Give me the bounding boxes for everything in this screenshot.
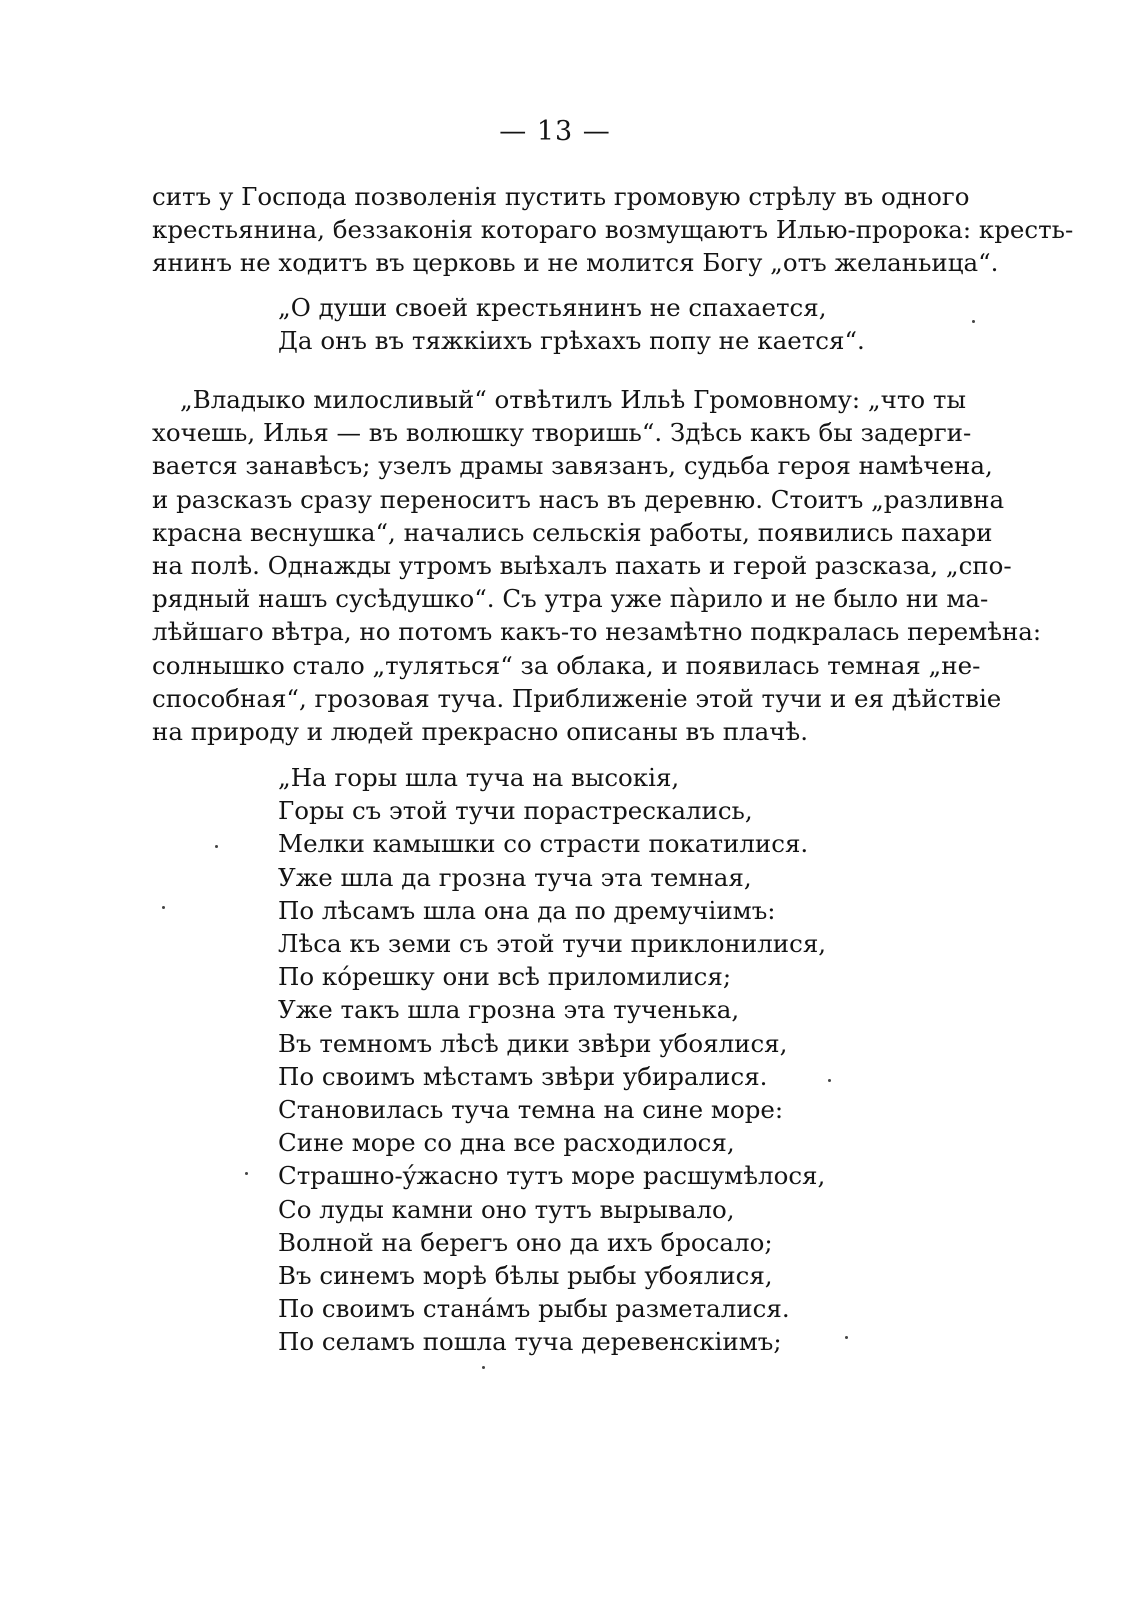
verse-quote-2 — [278, 761, 898, 1359]
scan-speck — [845, 1336, 848, 1339]
paragraph-2 — [152, 383, 1042, 748]
paragraph-line: вается занавѣсъ; узелъ драмы завязанъ, судьба героя намѣчена, — [152, 451, 993, 481]
verse-line: Да онъ въ тяжкiихъ грѣхахъ попу не кается“. — [278, 326, 865, 356]
verse-line: Въ синемъ морѣ бѣлы рыбы убоялися, — [278, 1261, 773, 1291]
scan-speck — [245, 1172, 248, 1175]
verse-line: Сине море со дна все расходилося, — [278, 1128, 735, 1158]
verse-line: Лѣса къ земи съ этой тучи приклонилися, — [278, 929, 827, 959]
verse-line: По селамъ пошла туча деревенскiимъ; — [278, 1327, 782, 1357]
paragraph-line: красна веснушка“, начались сельскія работы, появились пахари — [152, 517, 993, 547]
page-number: — 13 — — [499, 116, 611, 147]
verse-line: Страшно-ýжасно тутъ море расшумѣлося, — [278, 1161, 826, 1191]
verse-line: „О души своей крестьянинъ не спахается, — [278, 293, 827, 322]
paragraph-line: крестьянина, беззаконія котораго возмущаютъ Илью-пророка: кресть- — [152, 215, 1074, 245]
scan-speck — [215, 845, 218, 848]
scan-speck — [972, 320, 975, 323]
verse-line: По своимъ мѣстамъ звѣри убиралися. — [278, 1061, 768, 1091]
verse-line: По своимъ станáмъ рыбы разметалися. — [278, 1294, 790, 1324]
paragraph-line: и разсказъ сразу переноситъ насъ въ деревню. Стоитъ „разливна — [152, 484, 1005, 514]
paragraph-line: способная“, грозовая туча. Приближеніе этой тучи и ея дѣйствіе — [152, 683, 1002, 713]
paragraph-1 — [152, 180, 1074, 280]
verse-line: Со луды камни оно тутъ вырывало, — [278, 1194, 735, 1224]
verse-line: По лѣсамъ шла она да по дремучiимъ: — [278, 895, 776, 925]
verse-line: По кóрешку они всѣ приломилися; — [278, 962, 732, 992]
scan-speck — [828, 1079, 831, 1082]
verse-line: Мелки камышки со страсти покатилися. — [278, 829, 809, 859]
verse-line: Становилась туча темна на сине море: — [278, 1095, 784, 1125]
paragraph-line: янинъ не ходитъ въ церковь и не молится Богу „отъ желаньица“. — [152, 248, 999, 278]
verse-quote-1 — [278, 291, 898, 357]
paragraph-line: на природу и людей прекрасно описаны въ плачѣ. — [152, 717, 808, 747]
paragraph-line: на полѣ. Однажды утромъ выѣхалъ пахать и герой разсказа, „спо- — [152, 551, 1012, 581]
verse-line: Уже такъ шла грозна эта тученька, — [278, 995, 740, 1025]
verse-line: Горы съ этой тучи порастрескались, — [278, 796, 753, 826]
scan-speck — [482, 1366, 485, 1369]
scan-speck — [162, 906, 165, 909]
paragraph-line: ситъ у Господа позволенія пустить громовую стрѣлу въ одного — [152, 182, 970, 211]
verse-line: Уже шла да грозна туча эта темная, — [278, 862, 752, 892]
paragraph-line: лѣйшаго вѣтра, но потомъ какъ-то незамѣтно подкралась перемѣна: — [152, 617, 1042, 647]
paragraph-line: рядный нашъ сусѣдушко“. Съ утра уже пàрило и не было ни ма- — [152, 584, 989, 614]
paragraph-line: хочешь, Илья — въ волюшку творишь“. Здѣсь какъ бы задерги- — [152, 418, 972, 448]
verse-line: „На горы шла туча на высокія, — [278, 763, 680, 792]
verse-line: Въ темномъ лѣсѣ дики звѣри убоялися, — [278, 1028, 788, 1058]
paragraph-line: солнышко стало „тулятьcя“ за облака, и появилась темная „не- — [152, 650, 981, 680]
verse-line: Волной на берегъ оно да ихъ бросало; — [278, 1227, 773, 1257]
paragraph-line: „Владыко милосливый“ отвѣтилъ Ильѣ Громовному: „что ты — [180, 385, 966, 414]
